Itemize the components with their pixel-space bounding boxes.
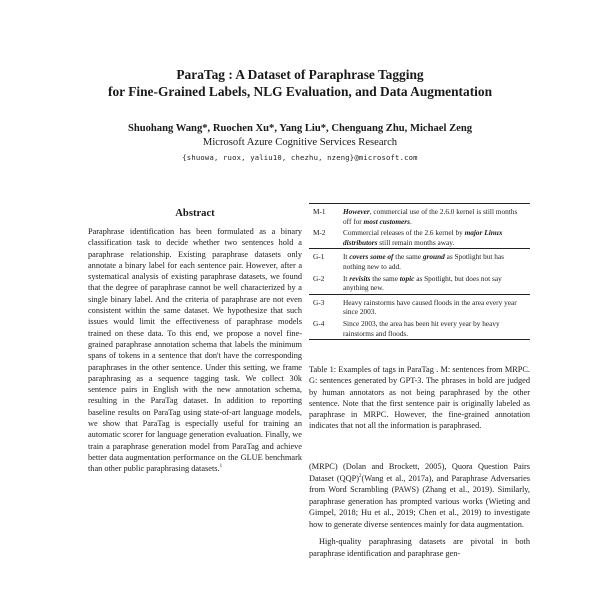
footnote-mark: 1 [219,464,223,470]
author-list: Shuohang Wang*, Ruochen Xu*, Yang Liu*, Chenguang Zhu, Michael Zeng [127,123,473,134]
sentence-segment: Heavy rainstorms have caused floods in the area every year since 2003. [343,297,517,317]
highlighted-phrase: major Linux distributors [343,228,503,247]
body-paragraph-1-a: (MRPC) (Dolan and Brockett, 2005), Quora Question Pairs Dataset (QQP) [309,462,530,483]
affiliation: Microsoft Azure Cognitive Services Research [202,137,398,148]
table-row [309,249,530,273]
row-tag: G-2 [313,273,325,283]
sentence-segment: Commercial releases of the 2.6 kernel by [343,228,465,238]
sentence-segment: , commercial use of the 2.6.0 kernel is still months off for [343,207,518,226]
row-sentence [340,318,530,340]
abstract-heading: Abstract [175,208,215,219]
row-tag: G-4 [309,318,340,340]
row-sentence [340,294,530,318]
sentence-segment: as Spotlight but has nothing new to add. [343,252,504,271]
body-paragraph-1 [309,461,530,530]
row-tag: M-2 [313,228,326,238]
body-paragraph-1-b: (Wang et al., 2017a), and Paraphrase Adversaries from Word Scrambling (PAWS) (Zhang et al., 2019). Similarly, paraphrase generation has prompted various works (Wieting and Gimpel, 2018; Hu et al., 2019; Chen et al., 2019) to investigate how to generate diverse sentences mainly for data augmentation. [309,473,531,529]
body-text [309,461,530,559]
highlighted-phrase: ground [422,252,445,262]
paper-title [0,67,600,100]
table-row [309,227,530,249]
highlighted-phrase: revisits [349,273,371,283]
author-emails: {shuowa, ruox, yaliu10, chezhu, nzeng}@microsoft.com [182,153,418,162]
sentence-segment: It [343,252,350,262]
abstract-body: Paraphrase identification has been formulated as a binary classification task to decide whether two sentences hold a paraphrase relationship. Existing paraphrase datasets only annotate a binary label for each sentence pair. However, after a systematical analysis of existing paraphrase datasets, we found that the degree of paraphrase cannot be well characterized by a single binary label. And the criteria of paraphrase are not even consistent within the same dataset. We hypothesize that such issues would limit the effectiveness of paraphrase models trained on these data. To this end, we propose a novel fine-grained paraphrase annotation schema that labels the minimum spans of tokens in a sentence that don't have the corresponding paraphrases in the other sentence. Under this setting, we frame paraphrasing as a sequence tagging task. We collect 30k sentence pairs in English with the new annotation schema, resulting in the ParaTag dataset. In addition to reporting baseline results on ParaTag using state-of-art language models, we show that ParaTag is especially useful for training an automatic scorer for language generation evaluation. Finally, we train a paraphrase generation model from ParaTag and achieve better data augmentation performance on the GLUE benchmark than other public paraphrasing datasets. [88,227,302,474]
highlighted-phrase: topic [399,273,415,283]
sentence-segment: as Spotlight, but does not say anything new. [343,273,502,293]
row-tag: G-3 [309,294,340,318]
abstract-text [88,226,302,475]
title-line-1: ParaTag : A Dataset of Paraphrase Tagging [176,67,424,82]
sentence-segment: It [343,273,350,283]
sentence-segment: the same [393,252,423,262]
highlighted-phrase: However [343,207,370,216]
highlighted-phrase: most customers [363,216,410,226]
table-row [309,204,530,228]
sentence-segment: still remain months away. [377,237,455,247]
table-row [309,273,530,295]
table-row [309,318,530,340]
title-line-2: for Fine-Grained Labels, NLG Evaluation, and Data Augmentation [107,83,493,99]
row-sentence [340,249,530,273]
table-row [309,294,530,318]
row-tag: G-1 [309,249,340,273]
body-paragraph-2: High-quality paraphrasing datasets are pivotal in both paraphrase identification and paraphrase gen- [309,537,530,558]
sentence-segment: Since 2003, the area has been hit every year by heavy rainstorms and floods. [343,318,500,338]
row-sentence [340,273,530,295]
row-sentence [340,227,530,249]
footnote-mark-2: 2 [358,473,362,479]
row-sentence [340,204,530,228]
highlighted-phrase: covers some of [349,252,394,262]
sentence-segment: . [409,216,412,226]
table-caption: Table 1: Examples of tags in ParaTag . M: sentences from MRPC. G: sentences generated by GPT-3. The phrases in bold are judged by human annotators as not being paraphrased by the other sentence. Note that the first sentence pair is originally labeled as paraphrase in MRPC. However, the fine-grained annotation indicates that not all the information is paraphrased. [309,365,530,431]
row-tag: M-1 [309,204,340,228]
examples-table [309,203,530,340]
sentence-segment: the same [370,273,400,283]
